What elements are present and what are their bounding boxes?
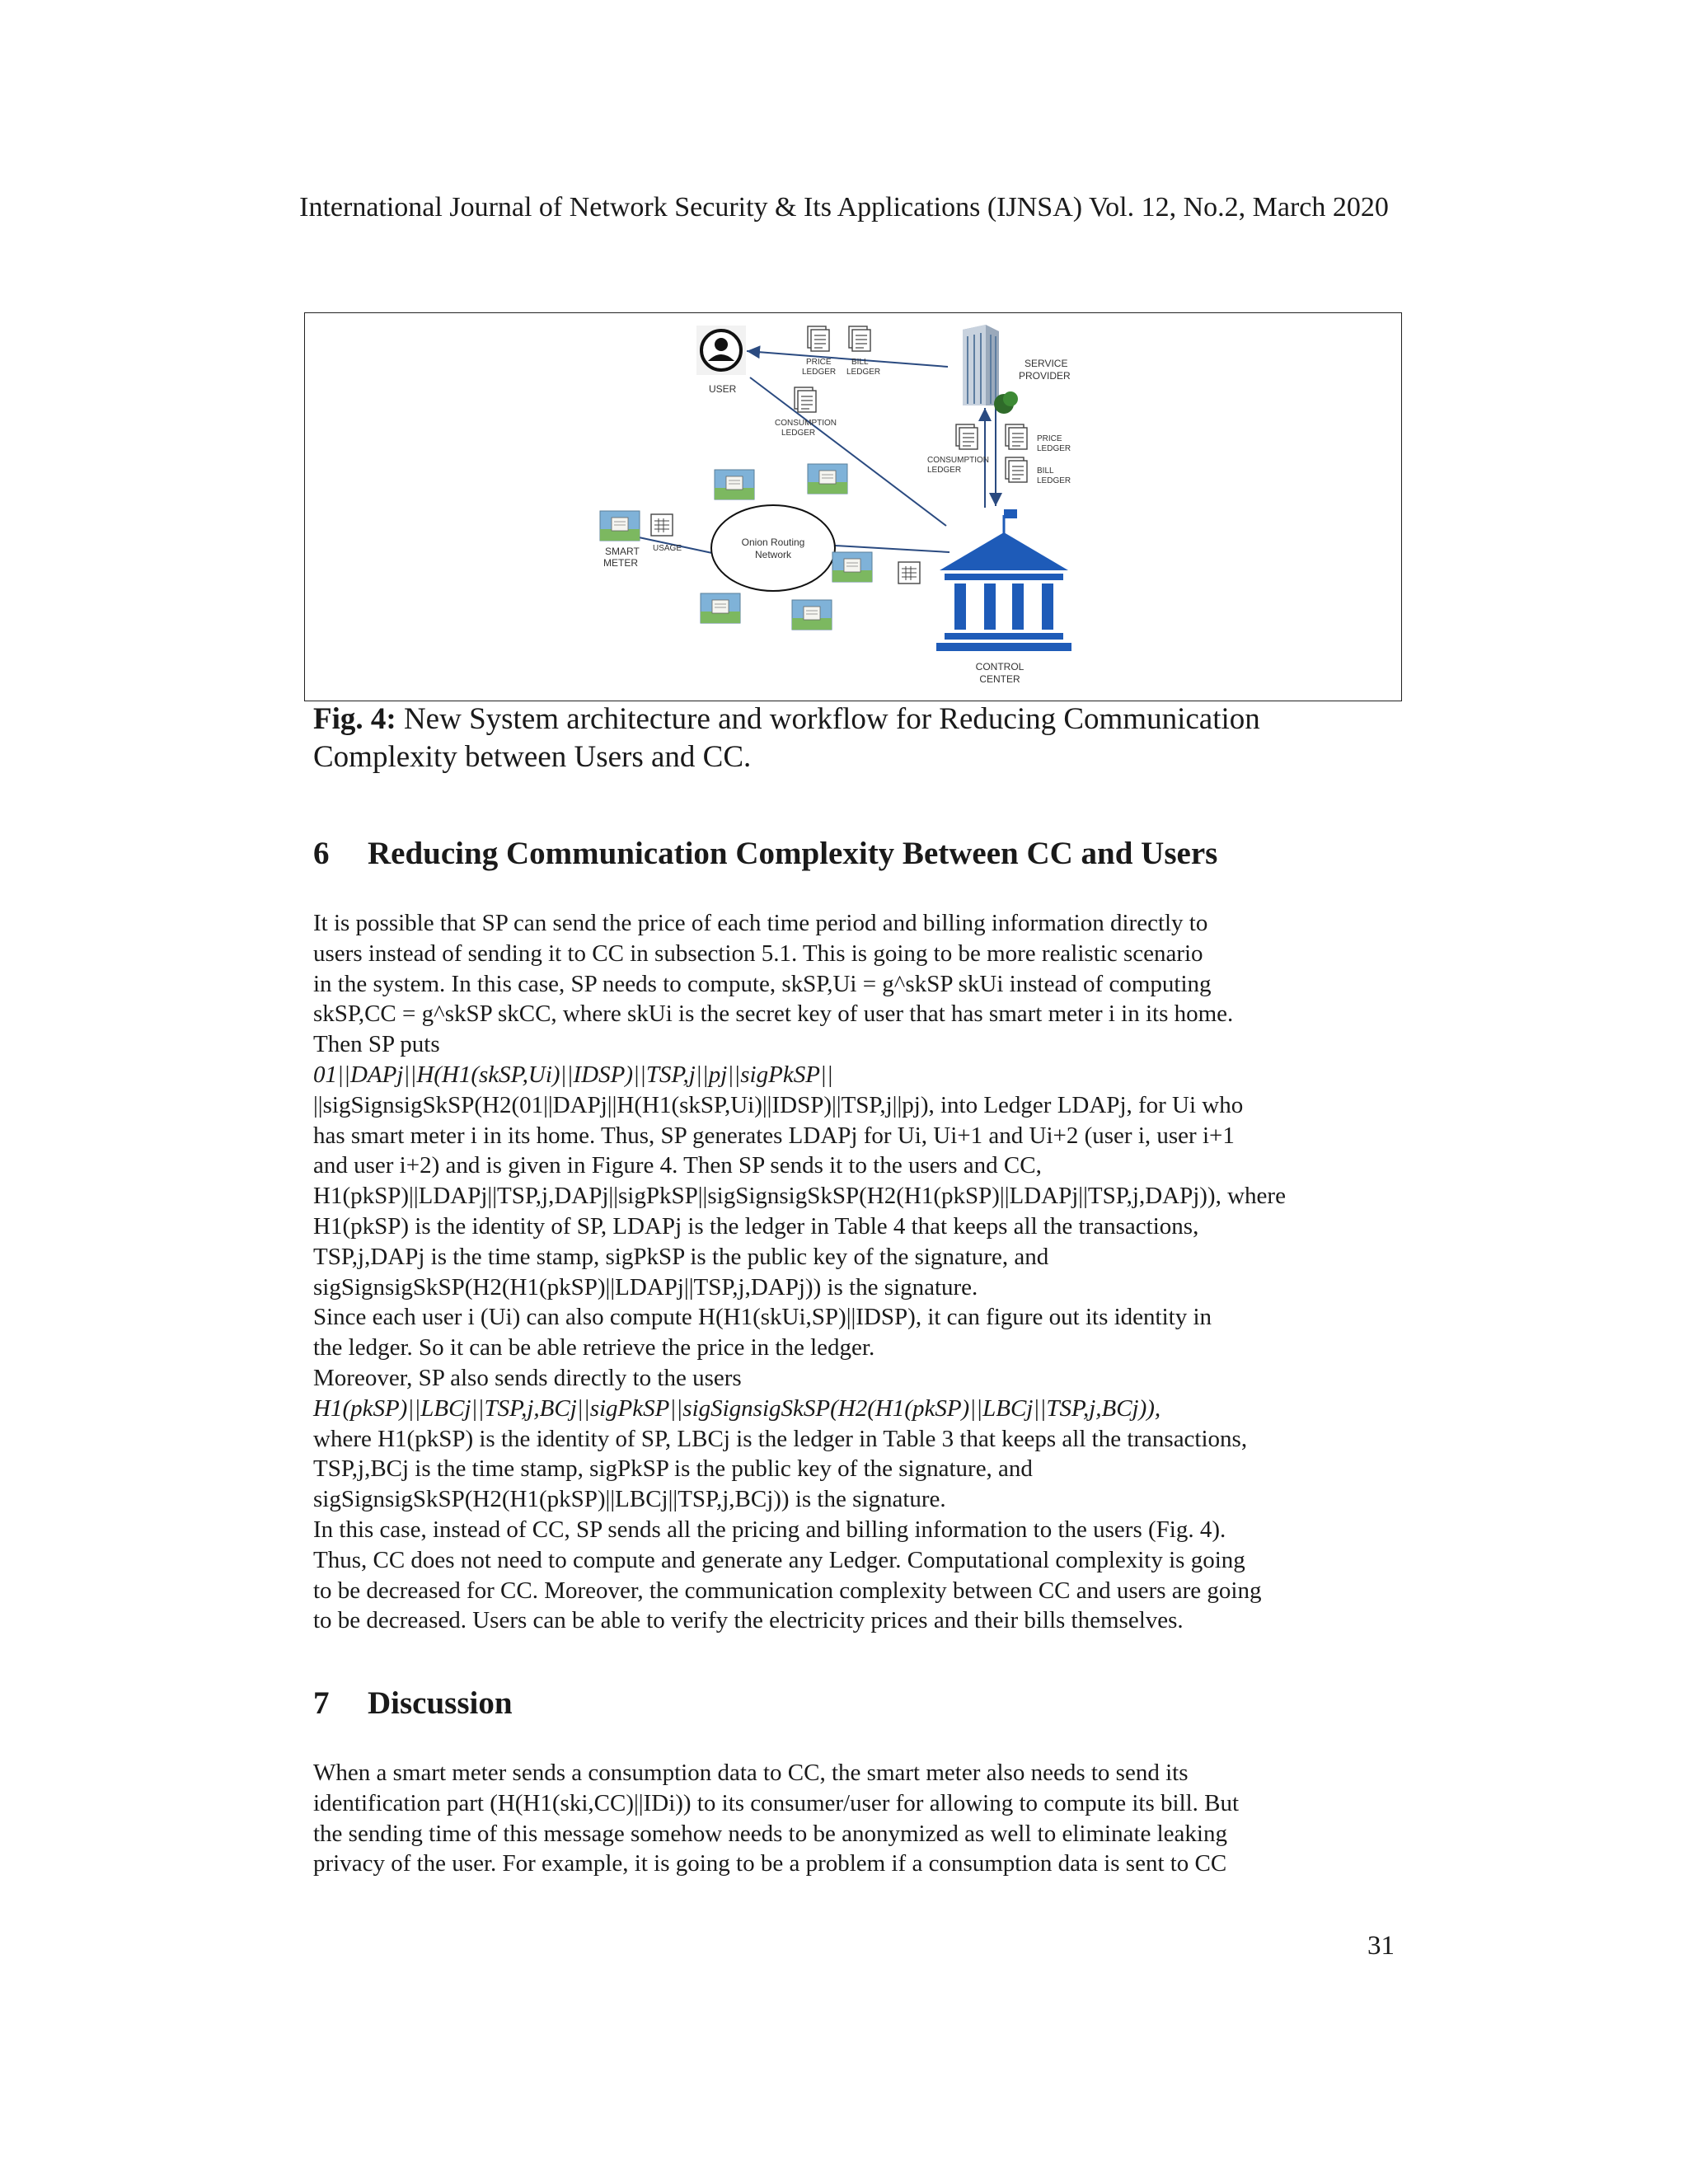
figure-caption (313, 701, 1401, 776)
architecture-diagram (305, 313, 1403, 702)
section-6-heading (313, 835, 1217, 872)
usage-calculator-icon (651, 514, 673, 536)
relay-node-icon (792, 600, 832, 630)
price-ledger-icon (808, 326, 829, 351)
price-ledger-label-top: PRICE LEDGER (802, 358, 837, 377)
relay-node-icon (832, 552, 872, 582)
text-line: Moreover, SP also sends directly to the users (313, 1364, 742, 1391)
text-line: to be decreased. Users can be able to verify the electricity prices and their bills themselves. (313, 1607, 1184, 1634)
math-line: 01||DAPj||H(H1(skSP,Ui)||IDSP)||TSP,j||pj||sigPkSP|| (313, 1061, 833, 1088)
bill-ledger-icon (849, 326, 870, 351)
text-line: TSP,j,DAPj is the time stamp, sigPkSP is the public key of the signature, and (313, 1243, 1049, 1270)
text-line: identification part (H(H1(ski,CC)||IDi)) to its consumer/user for allowing to compute its bill. But (313, 1789, 1240, 1816)
section-7-title: Discussion (368, 1685, 513, 1721)
text-line: in the system. In this case, SP needs to compute, skSP,Ui = g^skSP skUi instead of computing (313, 970, 1212, 997)
relay-node-icon (701, 593, 740, 623)
page-number: 31 (1367, 1931, 1395, 1961)
text-line: the sending time of this message somehow needs to be anonymized as well to eliminate leaking (313, 1820, 1227, 1847)
text-line: privacy of the user. For example, it is going to be a problem if a consumption data is sent to CC (313, 1850, 1227, 1877)
text-line: skSP,CC = g^skSP skCC, where skUi is the secret key of user that has smart meter i in its home. (313, 1001, 1234, 1028)
text-line: sigSignsigSkSP(H2(H1(pkSP)||LDAPj||TSP,j,DAPj)) is the signature. (313, 1273, 978, 1301)
text-line: where H1(pkSP) is the identity of SP, LBCj is the ledger in Table 3 that keeps all the transactions, (313, 1425, 1248, 1452)
consumption-ledger-icon-sp (956, 424, 978, 449)
section-6-title: Reducing Communication Complexity Between CC and Users (368, 836, 1218, 871)
user-icon (696, 326, 746, 375)
caption-text: New System architecture and workflow for Reducing Communication Complexity between Users and CC. (313, 702, 1260, 774)
text-line: Thus, CC does not need to compute and generate any Ledger. Computational complexity is going (313, 1546, 1245, 1573)
relay-node-icon (808, 464, 847, 494)
section-7-heading (313, 1685, 513, 1722)
caption-label: Fig. 4: (313, 702, 396, 736)
section-6-body (313, 908, 1395, 1636)
consumption-ledger-icon-user (795, 387, 816, 412)
service-provider-label: SERVICE PROVIDER (1019, 358, 1071, 382)
sp-to-user-arrow (747, 351, 948, 367)
smart-meter-icon (600, 511, 640, 541)
consumption-ledger-label-user: CONSUMPTION LEDGER (775, 419, 837, 438)
text-line: It is possible that SP can send the price of each time period and billing information directly to (313, 910, 1208, 936)
smart-meter-label: SMART METER (603, 546, 640, 569)
architecture-figure (304, 312, 1402, 701)
section-6-number: 6 (313, 836, 330, 871)
text-line: has smart meter i in its home. Thus, SP generates LDAPj for Ui, Ui+1 and Ui+2 (user i, user i+1 (313, 1122, 1235, 1149)
price-ledger-label-sp: PRICE LEDGER (1037, 434, 1071, 453)
control-center-label: CONTROL CENTER (975, 661, 1025, 685)
text-line: and user i+2) and is given in Figure 4. Then SP sends it to the users and CC, (313, 1152, 1042, 1179)
user-to-cc-line (750, 377, 946, 526)
journal-header: International Journal of Network Security & Its Applications (IJNSA) Vol. 12, No.2, March 2020 (299, 192, 1389, 223)
text-line: In this case, instead of CC, SP sends all the pricing and billing information to the users (Fig. 4). (313, 1516, 1226, 1543)
onion-routing-ellipse (711, 505, 835, 591)
bill-ledger-label-sp: BILL LEDGER (1037, 466, 1071, 485)
text-line: When a smart meter sends a consumption data to CC, the smart meter also needs to send its (313, 1760, 1189, 1786)
onion-routing-label: Onion Routing Network (741, 537, 805, 560)
text-line: H1(pkSP) is the identity of SP, LDAPj is the ledger in Table 4 that keeps all the transactions, (313, 1212, 1199, 1240)
relay-node-icon (715, 470, 754, 499)
text-line: users instead of sending it to CC in subsection 5.1. This is going to be more realistic scenario (313, 940, 1203, 967)
text-line: the ledger. So it can be able retrieve the price in the ledger. (313, 1334, 875, 1361)
control-center-building-icon (936, 509, 1071, 651)
text-line: ||sigSignsigSkSP(H2(01||DAPj||H(H1(skSP,Ui)||IDSP)||TSP,j||pj), into Ledger LDAPj, for Ui who (313, 1091, 1244, 1118)
calculator-icon (898, 562, 920, 583)
service-provider-building-icon (963, 325, 1018, 414)
price-ledger-icon-sp (1006, 424, 1027, 449)
bill-ledger-icon-sp (1006, 457, 1027, 482)
text-line: to be decreased for CC. Moreover, the communication complexity between CC and users are going (313, 1577, 1262, 1604)
user-label: USER (709, 383, 737, 395)
text-line: Since each user i (Ui) can also compute H(H1(skUi,SP)||IDSP), it can figure out its identity in (313, 1304, 1212, 1331)
consumption-ledger-label-sp: CONSUMPTION LEDGER (927, 456, 989, 475)
text-line: sigSignsigSkSP(H2(H1(pkSP)||LBCj||TSP,j,BCj)) is the signature. (313, 1486, 946, 1513)
text-line: TSP,j,BCj is the time stamp, sigPkSP is the public key of the signature, and (313, 1455, 1033, 1483)
text-line: Then SP puts (313, 1031, 440, 1058)
usage-label: USAGE (653, 544, 682, 553)
section-7-number: 7 (313, 1685, 330, 1721)
bill-ledger-label-top: BILL LEDGER (846, 358, 881, 377)
text-line: H1(pkSP)||LDAPj||TSP,j,DAPj||sigPkSP||sigSignsigSkSP(H2(H1(pkSP)||LDAPj||TSP,j,DAPj)), where (313, 1183, 1286, 1210)
onion-to-cc-line (835, 546, 950, 552)
section-7-body (313, 1758, 1395, 1879)
math-line: H1(pkSP)||LBCj||TSP,j,BCj||sigPkSP||sigSignsigSkSP(H2(H1(pkSP)||LBCj||TSP,j,BCj)), (313, 1394, 1161, 1422)
